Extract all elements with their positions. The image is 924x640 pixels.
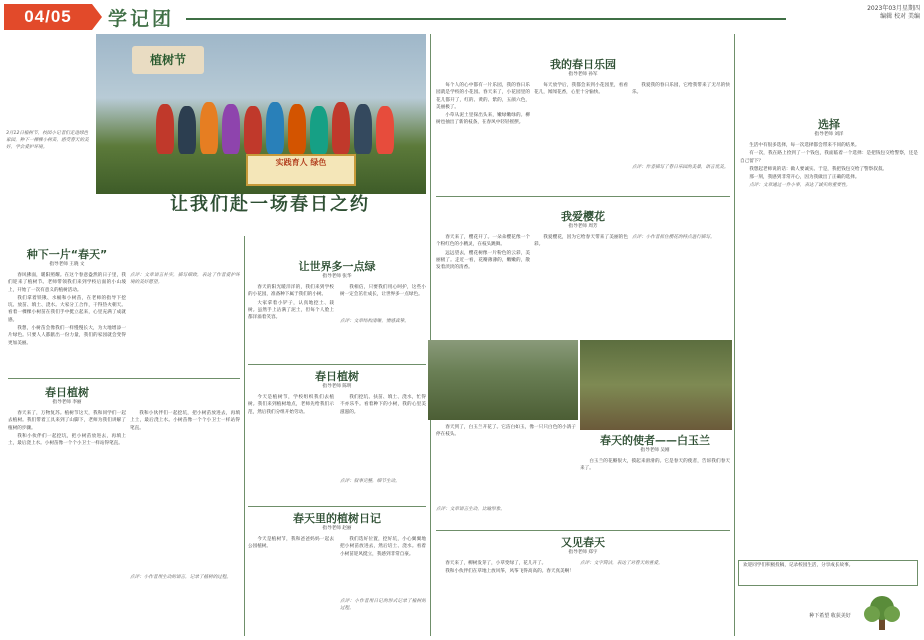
article-body-continued bbox=[340, 536, 426, 596]
paragraph: 我想，小树苗会像我们一样慢慢长大，为大地增添一片绿色。只要人人都献出一份力量，我们的家园就会变得更加美丽。 bbox=[8, 326, 126, 346]
hero-title: 让我们赴一场春日之约 bbox=[170, 194, 370, 215]
article-title: 让世界多一点绿 bbox=[298, 260, 376, 273]
paragraph: 我们拿着铁锹、水桶和小树苗，在老师的指导下挖坑、放苗、填土、浇水。大家分工合作，干得热火朝天。看着一棵棵小树苗在我们手中挺立起来，心里充满了成就感。 bbox=[8, 295, 126, 323]
paragraph: 我想起老师说的话：做人要诚实。于是，我把钱包交给了警察叔叔。 bbox=[749, 166, 888, 172]
article-comment: 点评：文章结构清晰，情感真挚。 bbox=[340, 319, 409, 324]
hero-photo bbox=[96, 34, 426, 194]
article-title: 种下一片“春天” bbox=[26, 248, 108, 261]
article-byline: 指导老师 孙军 bbox=[568, 72, 598, 77]
column-divider bbox=[244, 236, 245, 636]
article-title: 我的春日乐园 bbox=[550, 58, 616, 71]
divider bbox=[248, 506, 426, 507]
article-byline: 指导老师 周芳 bbox=[568, 224, 598, 229]
paragraph: 小草从泥土里探出头来，嫩绿嫩绿的。柳树也抽出了新的枝条，在春风中轻轻摇摆。 bbox=[436, 113, 530, 126]
child-figure bbox=[178, 106, 196, 154]
photo-banner: 实践育人 绿色 bbox=[246, 154, 356, 186]
paragraph: 我和小伙伴们一起挖坑，把小树苗放进去，再填上土，最后浇上水。小树苗像一个个小卫士一样站得笔直。 bbox=[8, 433, 126, 447]
divider bbox=[436, 196, 730, 197]
article-body bbox=[436, 560, 576, 632]
article-body-continued bbox=[580, 458, 730, 508]
tree-icon bbox=[852, 592, 912, 632]
paragraph: 春天来了，柳树发芽了，小草变绿了，花儿开了。 bbox=[445, 561, 547, 566]
masthead-rule bbox=[186, 18, 786, 20]
article-body bbox=[8, 410, 126, 630]
paragraph: 我爱樱花，因为它给春天带来了美丽的色彩。 bbox=[534, 235, 628, 248]
article-comment: 点评：小作者抓住樱花的特点进行描写。 bbox=[632, 235, 715, 240]
masthead-info: 2023年03月星期四 编辑 校对 美编 bbox=[867, 5, 920, 20]
article-byline: 指导老师 刘洋 bbox=[814, 132, 844, 137]
paragraph: 我们挖坑、扶苗、填土、浇水，忙得不亦乐乎。看着种下的小树，我的心里美滋滋的。 bbox=[340, 395, 426, 415]
article-body bbox=[248, 394, 334, 504]
article-body-continued bbox=[534, 82, 628, 192]
paragraph: 每个人的心中都有一片乐园，我的春日乐园就是学校的小花园。春天来了，小花园里的花儿都开了，红的、黄的、紫的，五颜六色，美丽极了。 bbox=[436, 83, 530, 110]
paragraph: 每天放学后，我都会来到小花园里，看看花儿，闻闻花香，心里十分愉快。 bbox=[534, 83, 628, 96]
child-figure bbox=[354, 104, 372, 154]
left-caption: 3月12日植树节，校园小记者们走进绿色家园，种下一棵棵小树苗，感受春天的美好，学会爱护环境。 bbox=[6, 131, 89, 150]
divider bbox=[436, 530, 730, 531]
article-comment: 点评：叙事完整，细节生动。 bbox=[340, 479, 400, 484]
article-body bbox=[436, 424, 576, 504]
child-figure bbox=[200, 102, 218, 154]
article-body-continued bbox=[130, 410, 240, 570]
article-byline: 指导老师 赵丽 bbox=[322, 526, 352, 531]
photo-sign: 植树节 bbox=[132, 46, 204, 74]
article-title: 春日植树 bbox=[315, 370, 359, 383]
child-figure bbox=[156, 104, 174, 154]
article-title: 春天里的植树日记 bbox=[293, 512, 381, 525]
article-comment: 点评：文章语言朴实，描写细致，表达了作者爱护环境的美好愿望。 bbox=[130, 273, 240, 286]
article-comment: 点评：文章语言生动，比喻形象。 bbox=[436, 507, 505, 512]
paragraph: 白玉兰的花瓣很大，摸起来滑滑的。它是春天的使者，告诉我们春天来了。 bbox=[580, 459, 730, 472]
page-label-arrow-icon bbox=[92, 4, 102, 30]
article-title: 选择 bbox=[818, 118, 840, 131]
footer-note: 欢迎同学们积极投稿，记录校园生活，分享成长故事。 bbox=[738, 560, 918, 586]
article-comment: 点评：小作者用生动的语言，记录了植树的过程。 bbox=[130, 575, 232, 580]
paragraph: 今天是植树节，我和爸爸妈妈一起去公园植树。 bbox=[248, 537, 334, 550]
article-byline: 指导老师 吴刚 bbox=[640, 448, 670, 453]
article-byline: 指导老师 郑宇 bbox=[568, 550, 598, 555]
article-title: 春日植树 bbox=[45, 386, 89, 399]
article-body-continued bbox=[534, 234, 628, 336]
article-title: 春天的使者——白玉兰 bbox=[600, 434, 710, 447]
paragraph: 我和小伙伴们一起挖坑，把小树苗放进去，再填上土，最后浇上水。小树苗像一个个小卫士一样站得笔直。 bbox=[130, 411, 240, 431]
article-body-continued bbox=[632, 82, 730, 162]
child-figure bbox=[244, 106, 262, 154]
article-byline: 指导老师 张华 bbox=[322, 274, 352, 279]
tree-caption: 种下希望 收获美好 bbox=[809, 613, 851, 619]
child-figure bbox=[310, 106, 328, 154]
article-body bbox=[436, 234, 530, 336]
article-body bbox=[740, 142, 918, 552]
divider bbox=[8, 378, 240, 379]
paragraph: 远远望去，樱花树像一片粉色的云彩，美丽极了。走近一看，花瓣薄薄的，嫩嫩的，散发着淡淡的清香。 bbox=[436, 250, 530, 271]
paragraph: 我爱我的春日乐园，它给我带来了无尽的快乐。 bbox=[632, 83, 730, 96]
masthead bbox=[0, 0, 924, 32]
child-figure bbox=[376, 106, 394, 154]
paragraph: 有一次，我在路上捡到了一个钱包，我面临着一个选择：是把钱包交给警察，还是自己留下？ bbox=[740, 151, 918, 164]
article-body bbox=[248, 536, 334, 632]
child-figure bbox=[288, 104, 306, 154]
paragraph: 春天到了，白玉兰开花了。它洁白如玉，像一只只白色的小鸽子停在枝头。 bbox=[436, 425, 576, 438]
paragraph: 点评：文章通过一件小事，表达了诚实的重要性。 bbox=[749, 183, 851, 189]
paragraph: 春天来了，万物复苏。植树节这天，我和同学们一起去植树。我们带着工具来到了山脚下，老师为我们讲解了植树的步骤。 bbox=[8, 411, 126, 431]
paragraph: 生活中有很多选择，每一次选择都会带来不同的结果。 bbox=[749, 143, 860, 148]
article-byline: 指导老师 王晓 文 bbox=[49, 262, 85, 267]
article-comment: 点评：文字简洁，表达了对春天的喜爱。 bbox=[580, 561, 663, 566]
article-title: 我爱樱花 bbox=[561, 210, 605, 223]
column-divider bbox=[430, 34, 431, 636]
child-figure bbox=[332, 102, 350, 154]
article-byline: 指导老师 陈明 bbox=[322, 384, 352, 389]
article-body bbox=[248, 284, 334, 364]
paragraph: 大家拿着小铲子，认真地挖土、栽树。虽然手上沾满了泥土，但每个人脸上都洋溢着笑容。 bbox=[248, 300, 334, 321]
paragraph: 春风拂面，暖阳照耀。在这个春意盎然的日子里，我们迎来了植树节。老师带领我们来到学校后面的小山坡上，开始了一次有意义的植树活动。 bbox=[8, 273, 126, 293]
article-comment: 点评：小作者用日记的形式记录了植树的过程。 bbox=[340, 599, 426, 612]
page-label: 04/05 bbox=[4, 4, 92, 30]
paragraph: 我们选好位置，挖好坑，小心翼翼地把小树苗放进去，然后培土、浇水。看着小树苗迎风挺立，我感到非常自豪。 bbox=[340, 537, 426, 557]
article-comment: 点评：作者描写了春日乐园的美景，语言优美。 bbox=[632, 165, 729, 170]
article-body-continued bbox=[340, 394, 426, 474]
child-figure bbox=[266, 102, 284, 154]
paragraph: 今天是植树节，学校组织我们去植树。我们来到植树地点，老师先给我们示范，然后我们分组开始劳动。 bbox=[248, 395, 334, 415]
garden-photo bbox=[428, 340, 578, 420]
paragraph: 我和小伙伴们在草地上放风筝，风筝飞得高高的。春天真美啊！ bbox=[445, 569, 574, 575]
planting-photo bbox=[580, 340, 732, 430]
section-title: 学记团 bbox=[108, 8, 175, 30]
article-title: 又见春天 bbox=[561, 536, 605, 549]
paragraph: 春天的阳光暖洋洋的，我们来到学校的小花园，准备种下属于我们的小树。 bbox=[248, 285, 334, 298]
column-divider bbox=[734, 34, 735, 636]
paragraph: 我相信，只要我们用心呵护，这些小树一定会茁壮成长，让世界多一点绿色。 bbox=[340, 285, 426, 298]
divider bbox=[248, 364, 426, 365]
article-body bbox=[8, 272, 126, 372]
paragraph: 春天来了，樱花开了。一朵朵樱花像一个个粉红色的小精灵，在枝头跳舞。 bbox=[436, 235, 530, 248]
paragraph: 那一刻，我感到非常开心，因为我做出了正确的选择。 bbox=[749, 175, 860, 181]
article-body bbox=[436, 82, 530, 192]
child-figure bbox=[222, 104, 240, 154]
article-byline: 指导老师 李丽 bbox=[52, 400, 82, 405]
